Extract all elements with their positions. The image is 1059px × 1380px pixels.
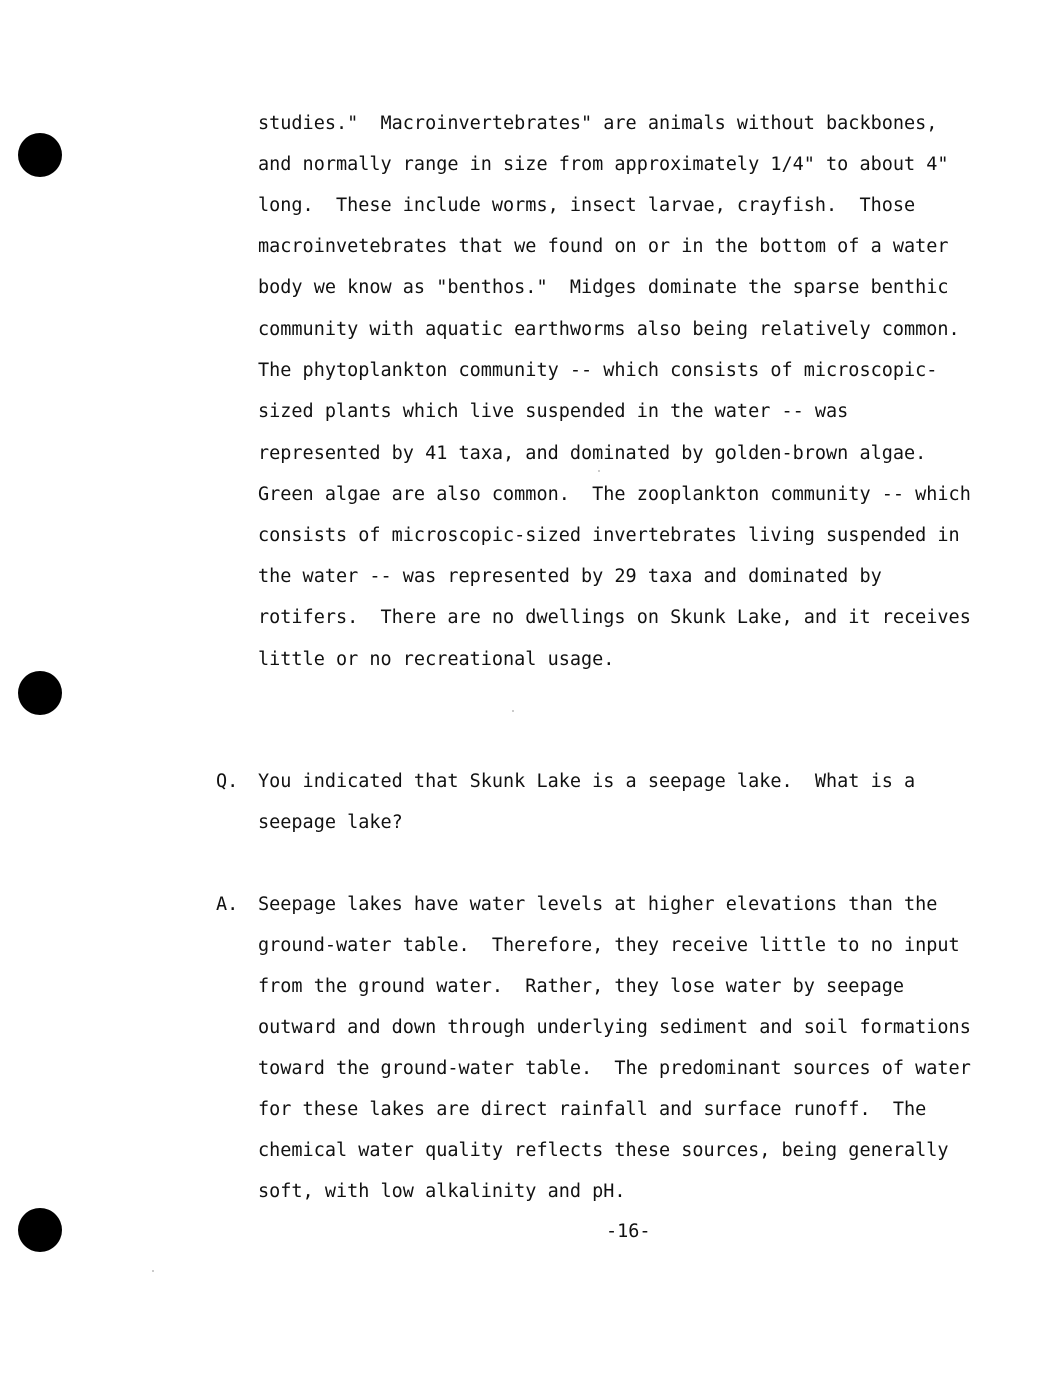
text-line: long. These include worms, insect larvae, crayfish. Those bbox=[258, 195, 916, 216]
text-line: studies." Macroinvertebrates" are animals without backbones, bbox=[258, 113, 938, 134]
question-marker: Q. bbox=[216, 771, 239, 792]
binder-hole-bottom bbox=[18, 1208, 62, 1252]
question-line: You indicated that Skunk Lake is a seepage lake. What is a bbox=[258, 771, 916, 792]
binder-hole-middle bbox=[18, 671, 62, 715]
answer-line: ground-water table. Therefore, they receive little to no input bbox=[258, 935, 960, 956]
scan-speck bbox=[152, 1270, 154, 1272]
text-line: and normally range in size from approximately 1/4" to about 4" bbox=[258, 154, 949, 175]
answer-line: Seepage lakes have water levels at higher elevations than the bbox=[258, 894, 938, 915]
answer-line: soft, with low alkalinity and pH. bbox=[258, 1181, 626, 1202]
text-line: body we know as "benthos." Midges dominate the sparse benthic bbox=[258, 277, 949, 298]
page-number: -16- bbox=[606, 1221, 651, 1242]
text-line: community with aquatic earthworms also being relatively common. bbox=[258, 319, 960, 340]
answer-line: for these lakes are direct rainfall and surface runoff. The bbox=[258, 1099, 927, 1120]
answer-line: chemical water quality reflects these sources, being generally bbox=[258, 1140, 949, 1161]
answer-marker: A. bbox=[216, 894, 239, 915]
text-line: macroinvetebrates that we found on or in the bottom of a water bbox=[258, 236, 949, 257]
scan-speck bbox=[512, 710, 514, 712]
answer-line: outward and down through underlying sediment and soil formations bbox=[258, 1017, 971, 1038]
text-line: represented by 41 taxa, and dominated by golden-brown algae. bbox=[258, 443, 927, 464]
text-line: the water -- was represented by 29 taxa and dominated by bbox=[258, 566, 882, 587]
text-line: rotifers. There are no dwellings on Skunk Lake, and it receives bbox=[258, 607, 971, 628]
text-line: consists of microscopic-sized invertebrates living suspended in bbox=[258, 525, 960, 546]
binder-hole-top bbox=[18, 133, 62, 177]
answer-line: from the ground water. Rather, they lose water by seepage bbox=[258, 976, 905, 997]
text-line: Green algae are also common. The zooplankton community -- which bbox=[258, 484, 971, 505]
text-line: little or no recreational usage. bbox=[258, 649, 615, 670]
question-line: seepage lake? bbox=[258, 812, 403, 833]
scan-speck bbox=[598, 470, 600, 472]
answer-line: toward the ground-water table. The predominant sources of water bbox=[258, 1058, 971, 1079]
text-line: sized plants which live suspended in the water -- was bbox=[258, 401, 849, 422]
text-line: The phytoplankton community -- which consists of microscopic- bbox=[258, 360, 938, 381]
